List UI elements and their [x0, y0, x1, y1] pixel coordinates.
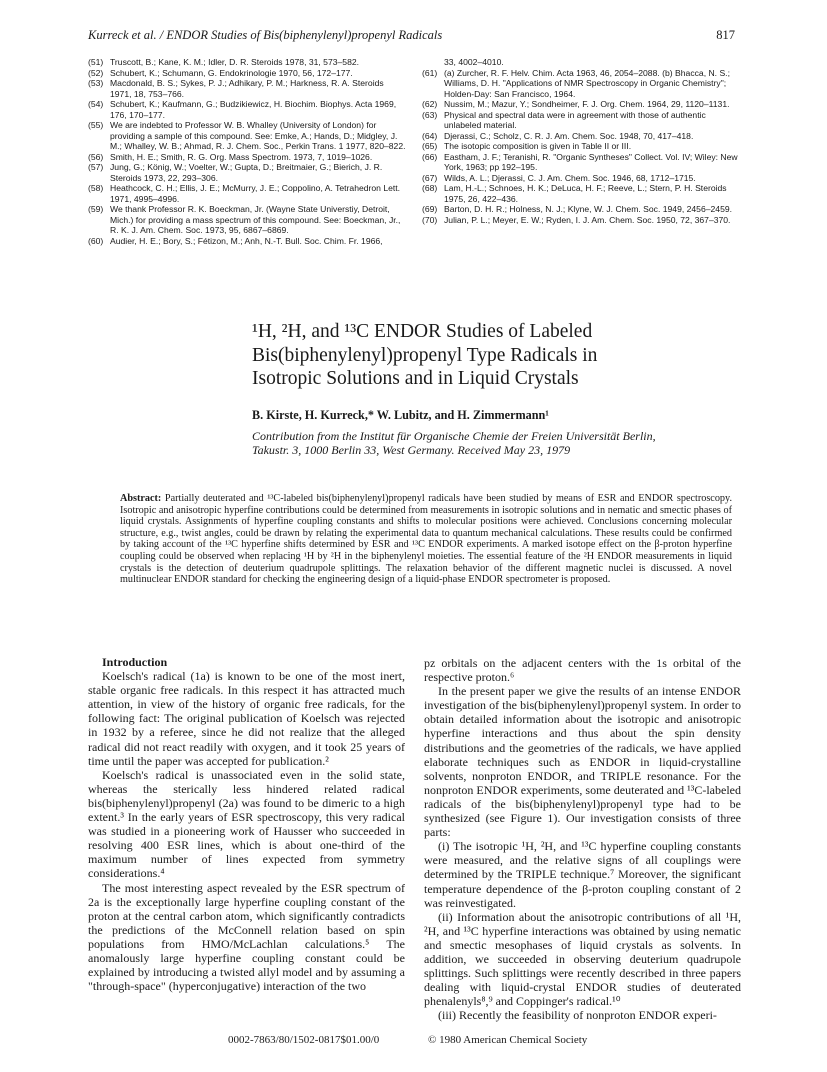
reference-number: (67) — [422, 172, 438, 183]
reference-number: (52) — [88, 67, 104, 78]
reference-number: (53) — [88, 78, 104, 88]
reference-text: Lam, H.-L.; Schnoes, H. K.; DeLuca, H. F.; Reeve, L.; Stern, P. H. Steroids 1975, 26, 422–436. — [444, 183, 727, 204]
article-header — [252, 320, 752, 457]
reference-number: (68) — [422, 183, 438, 193]
reference-item — [88, 162, 406, 183]
reference-number: (62) — [422, 99, 438, 109]
reference-item — [88, 78, 406, 99]
reference-item — [422, 57, 740, 68]
body-paragraph: In the present paper we give the results of an intense ENDOR investigation of the bis(biphenylenyl)propenyl system. In order to obtain detailed information about the isotropic and anisotropic hyperfine interactions and thus about the spin density distributions and the geometries of the radicals, we have applied elaborate techniques such as ENDOR in liquid-crystalline solvents, nonproton ENDOR, and TRIPLE resonance. For the nonproton ENDOR experiments, some deuterated and ¹³C-labeled radicals of the bis(biphenylenyl)propenyl type had to be synthesized (see Figure 1). Our investigation consists of three parts: — [424, 684, 741, 840]
reference-item — [422, 183, 740, 204]
copyright-notice: © 1980 American Chemical Society — [428, 1034, 588, 1046]
reference-text: 33, 4002–4010. — [444, 57, 504, 67]
reference-number: (51) — [88, 57, 104, 67]
reference-item — [88, 120, 406, 152]
body-paragraph: (ii) Information about the anisotropic contributions of all ¹H, ²H, and ¹³C hyperfine interactions was obtained by using nematic and smectic mesophases of liquid crystals as solvents. In addition, we succeeded in observing deuterium quadrupole splittings. Such splittings were recently described in three papers dealing with liquid-crystal ENDOR studies of deuterated phenalenyls⁸,⁹ and Coppinger's radical.¹⁰ — [424, 909, 741, 1009]
reference-text: Truscott, B.; Kane, K. M.; Idler, D. R. Steroids 1978, 31, 573–582. — [110, 57, 360, 67]
reference-text: Nussim, M.; Mazur, Y.; Sondheimer, F. J. Org. Chem. 1964, 29, 1120–1131. — [444, 99, 730, 109]
reference-item — [422, 215, 740, 226]
reference-text: Eastham, J. F.; Teranishi, R. "Organic Syntheses" Collect. Vol. IV; Wiley: New York, 1963; pp 192–195. — [444, 151, 738, 172]
reference-text: Macdonald, B. S.; Sykes, P. J.; Adhikary, P. M.; Harkness, R. A. Steroids 1971, 18, 753–766. — [110, 78, 384, 99]
abstract-text: Partially deuterated and ¹³C-labeled bis(biphenylenyl)propenyl radicals have been studied by means of ESR and ENDOR spectroscopy. Isotropic and anisotropic hyperfine contributions could be determined from measurements in isotropic solutions and in nematic and smectic phases of liquid crystals. Assignments of hyperfine coupling constants and shifts to molecular positions were achieved. Conclusions concerning molecular structure, e.g., twist angles, could be drawn by relating the experimental data to quantum mechanical calculations. These results could be confirmed by taking account of the ¹³C hyperfine shifts determined by ESR and ¹³C ENDOR experiments. A marked isotope effect on the β-proton hyperfine coupling could be observed when replacing ¹H by ²H in the biphenylenyl moieties. The essential feature of the ²H ENDOR measurements in liquid crystals is the detection of deuterium quadrupole splittings. The relaxation behavior of the different magnetic nuclei is discussed. A novel multinuclear ENDOR standard for checking the engineering design of a liquid-phase ENDOR spectrometer is proposed. — [120, 493, 732, 586]
reference-item — [88, 68, 406, 79]
author-list: B. Kirste, H. Kurreck,* W. Lubitz, and H. Zimmermann¹ — [252, 407, 549, 422]
article-code: 0002-7863/80/1502-0817$01.00/0 — [228, 1034, 380, 1046]
reference-text: Julian, P. L.; Meyer, E. W.; Ryden, I. J. Am. Chem. Soc. 1950, 72, 367–370. — [444, 214, 731, 225]
body-paragraph: The most interesting aspect revealed by the ESR spectrum of 2a is the exceptionally large hyperfine coupling constant of the proton at the central carbon atom, which significantly contradicts the predictions of the McConnell relation based on spin populations from HMO/McLachlan calculations.⁵ The anomalously large hyperfine coupling constant could be explained by introducing a twisted allyl model and by assuming a "through-space" (hyperconjugative) interaction of the two — [88, 880, 405, 994]
reference-item — [88, 152, 406, 163]
title-line: Isotropic Solutions and in Liquid Crystals — [252, 368, 579, 389]
body-paragraph: pz orbitals on the adjacent centers with the 1s orbital of the respective proton.⁶ — [424, 656, 741, 685]
reference-number: (70) — [422, 214, 438, 225]
body-paragraph: (iii) Recently the feasibility of nonproton ENDOR experi- — [438, 1008, 717, 1023]
reference-text: Heathcock, C. H.; Ellis, J. E.; McMurry, J. E.; Coppolino, A. Tetrahedron Lett. 1971, 4995–4996. — [110, 183, 401, 204]
reference-number: (57) — [88, 162, 104, 172]
reference-item — [88, 183, 406, 204]
reference-number: (65) — [422, 141, 438, 151]
abstract-label: Abstract: — [120, 493, 162, 504]
reference-item — [422, 204, 740, 215]
section-heading: Introduction — [102, 655, 168, 669]
body-paragraph: Koelsch's radical is unassociated even in the solid state, whereas the sterically less hindered related radical bis(biphenylenyl)propenyl (2a) was found to be dimeric to a high extent.³ In the early years of ESR spectroscopy, this very radical was studied in a pioneering work of Hausser who succeeded in resolving 400 ESR lines, which is about one-third of the maximum number of lines expected from symmetry considerations.⁴ — [88, 767, 405, 881]
reference-item — [422, 131, 740, 142]
reference-item — [422, 99, 740, 110]
reference-text: Djerassi, C.; Scholz, C. R. J. Am. Chem. Soc. 1948, 70, 417–418. — [444, 130, 694, 141]
reference-item — [422, 152, 740, 173]
reference-number: (59) — [88, 204, 104, 214]
reference-number: (61) — [422, 67, 438, 78]
reference-number: (69) — [422, 204, 438, 214]
reference-text: (a) Zurcher, R. F. Helv. Chim. Acta 1963, 46, 2054–2088. (b) Bhacca, N. S.; Williams, D. H. "Applications of NMR Spectroscopy in Organic Chemistry"; Holden-Day: San Francisco, 1964. — [444, 67, 730, 99]
reference-text: Physical and spectral data were in agreement with those of authentic unlabeled material. — [444, 109, 706, 130]
running-head — [88, 28, 735, 46]
reference-text: We are indebted to Professor W. B. Whalley (University of London) for providing a sample of this compound. See: Emke, A.; Hands, D.; Midgley, J. M.; Whalley, W. B.; Ahmad, R. J. Chem. Soc., Perkin Trans. 1 1977, 820–822. — [110, 120, 406, 151]
reference-text: Wilds, A. L.; Djerassi, C. J. Am. Chem. Soc. 1946, 68, 1712–1715. — [444, 172, 696, 183]
abstract — [120, 493, 732, 586]
reference-text: We thank Professor R. K. Boeckman, Jr. (Wayne State Universtiy, Detroit, Mich.) for providing a mass spectrum of this compound. See: Boeckman, Jr., R. K. J. Am. Chem. Soc. 1973, 95, 6867–6869. — [110, 204, 401, 235]
reference-text: Schubert, K.; Schumann, G. Endokrinologie 1970, 56, 172–177. — [110, 67, 353, 78]
reference-text: Schubert, K.; Kaufmann, G.; Budzikiewicz, H. Biochim. Biophys. Acta 1969, 176, 170–177. — [110, 99, 397, 120]
reference-text: Barton, D. H. R.; Holness, N. J.; Klyne, W. J. Chem. Soc. 1949, 2456–2459. — [444, 204, 733, 214]
reference-item — [422, 68, 740, 100]
title-line: ¹H, ²H, and ¹³C ENDOR Studies of Labeled — [252, 321, 593, 342]
body-left-column — [88, 655, 405, 993]
body-paragraph: (i) The isotropic ¹H, ²H, and ¹³C hyperfine coupling constants were measured, and the relative signs of all couplings were determined by the TRIPLE technique.⁷ Moreover, the significant temperature dependence of the β-proton coupling constant of 2 was reinvestigated. — [424, 839, 741, 910]
reference-item — [88, 204, 406, 236]
reference-text: The isotopic composition is given in Table II or III. — [444, 141, 632, 151]
page-number: 817 — [716, 28, 735, 42]
reference-number: (66) — [422, 151, 438, 162]
reference-number: (60) — [88, 235, 104, 246]
reference-number: (63) — [422, 109, 438, 120]
affiliation-line: Takustr. 3, 1000 Berlin 33, West Germany. Received May 23, 1979 — [252, 442, 571, 457]
body-right-column — [424, 656, 741, 1022]
reference-item — [422, 110, 740, 131]
reference-number: (64) — [422, 130, 438, 141]
affiliation — [252, 429, 752, 457]
affiliation-line: Contribution from the Institut für Organische Chemie der Freien Universität Berlin, — [252, 428, 656, 443]
reference-text: Jung, G.; König, W.; Voelter, W.; Gupta, D.; Breitmaier, G.; Bierich, J. R. Steroids 1973, 22, 293–306. — [110, 162, 383, 183]
reference-item — [88, 99, 406, 120]
reference-number: (55) — [88, 120, 104, 130]
reference-item — [422, 173, 740, 184]
reference-item — [88, 57, 406, 68]
running-title: Kurreck et al. / ENDOR Studies of Bis(biphenylenyl)propenyl Radicals — [88, 28, 443, 42]
reference-number: (58) — [88, 183, 104, 193]
body-paragraph: Koelsch's radical (1a) is known to be one of the most inert, stable organic free radicals. In this respect it has attracted much attention, in view of the history of organic free radicals, for the following fact: The original publication of Koelsch was rejected in 1932 by a referee, since he did not realize that the alleged radical did not react readily with oxygen, and it took 25 years of time until the paper was accepted for publication.² — [88, 669, 405, 768]
reference-text: Audier, H. E.; Bory, S.; Fétizon, M.; Anh, N.-T. Bull. Soc. Chim. Fr. 1966, — [110, 235, 383, 246]
references-right-column — [422, 57, 740, 225]
reference-item — [88, 236, 406, 247]
reference-number: (54) — [88, 99, 104, 109]
reference-number: (56) — [88, 151, 104, 162]
article-title — [252, 320, 752, 391]
references-left-column — [88, 57, 406, 246]
reference-item — [422, 141, 740, 152]
reference-text: Smith, H. E.; Smith, R. G. Org. Mass Spectrom. 1973, 7, 1019–1026. — [110, 151, 373, 162]
title-line: Bis(biphenylenyl)propenyl Type Radicals in — [252, 344, 598, 366]
